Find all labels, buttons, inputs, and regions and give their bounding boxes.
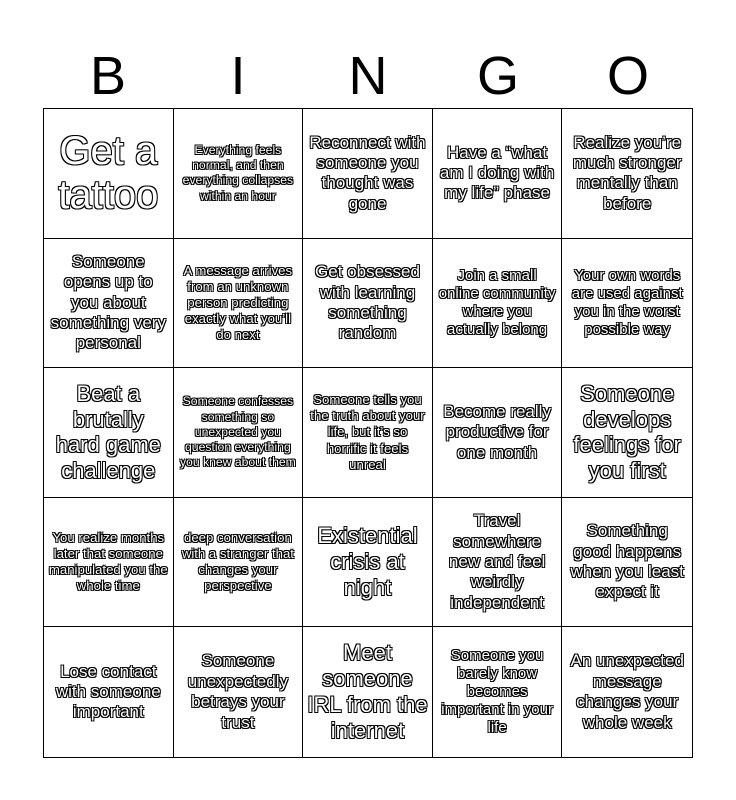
cell-text: Your own words are used against you in the worst possible way [571,266,683,338]
cell-text: deep conversation with a stranger that changes your perspective [181,529,294,594]
cell-text: Reconnect with someone you thought was gone [309,132,426,213]
bingo-cell[interactable] [433,368,563,498]
bingo-cell[interactable] [174,627,304,757]
bingo-cell[interactable] [433,109,563,239]
bingo-cell[interactable] [303,368,433,498]
bingo-cell[interactable] [303,239,433,369]
header-letter-i: I [230,46,246,106]
bingo-cell[interactable] [562,368,692,498]
header-letter-n: N [348,46,388,106]
bingo-cell[interactable] [44,109,174,239]
cell-text: Someone opens up to you about something very personal [50,251,166,353]
cell-text: Existential crisis at night [317,523,418,601]
bingo-cell[interactable] [303,109,433,239]
cell-text: Someone unexpectedly betrays your trust [187,651,288,732]
cell-text: Realize you’re much stronger mentally than before [572,132,682,213]
bingo-cell[interactable] [433,498,563,628]
bingo-cell[interactable] [562,109,692,239]
bingo-header [43,44,693,108]
cell-text: Get a tattoo [58,128,159,218]
bingo-cell[interactable] [303,627,433,757]
bingo-cell[interactable] [174,109,304,239]
bingo-cell[interactable] [44,239,174,369]
bingo-grid [43,108,693,758]
cell-text: Beat a brutally hard game challenge [55,380,161,484]
cell-text: Someone develops feelings for you first [573,380,681,484]
bingo-cell[interactable] [562,627,692,757]
bingo-cell[interactable] [174,498,304,628]
cell-text: Someone confesses something so unexpected you question everything you knew about them [179,394,296,470]
cell-text: Lose contact with someone important [55,661,161,722]
bingo-cell[interactable] [562,239,692,369]
header-letter-g: G [476,46,519,106]
bingo-cell[interactable] [562,498,692,628]
header-letter-b: B [89,46,127,106]
cell-text: Someone you barely know becomes important in your life [441,647,553,737]
cell-text: Get obsessed with learning something random [315,262,420,343]
cell-text: Meet someone IRL from the internet [307,640,428,744]
cell-text: An unexpected message changes your whole week [570,651,684,732]
bingo-cell[interactable] [174,239,304,369]
cell-text: Travel somewhere new and feel weirdly independent [448,511,546,612]
bingo-cell[interactable] [44,627,174,757]
header-letter-o: O [606,46,649,106]
cell-text: Have a “what am I doing with my life” phase [439,142,555,203]
bingo-cell[interactable] [44,368,174,498]
cell-text: Someone tells you the truth about your life, but it’s so horrific it feels unreal [310,392,425,472]
bingo-cell[interactable] [174,368,304,498]
bingo-cell[interactable] [433,239,563,369]
cell-text: Everything feels normal, and then everything collapses within an hour [182,142,294,203]
cell-text: Join a small online community where you actually belong [438,266,556,338]
cell-text: Become really productive for one month [443,401,551,462]
bingo-cell[interactable] [303,498,433,628]
cell-text: You realize months later that someone manipulated you the whole time [48,529,168,594]
cell-text: A message arrives from an unknown person predicting exactly what you’ll do next [183,262,293,343]
cell-text: Something good happens when you least expect it [570,521,684,602]
bingo-cell[interactable] [44,498,174,628]
bingo-cell[interactable] [433,627,563,757]
